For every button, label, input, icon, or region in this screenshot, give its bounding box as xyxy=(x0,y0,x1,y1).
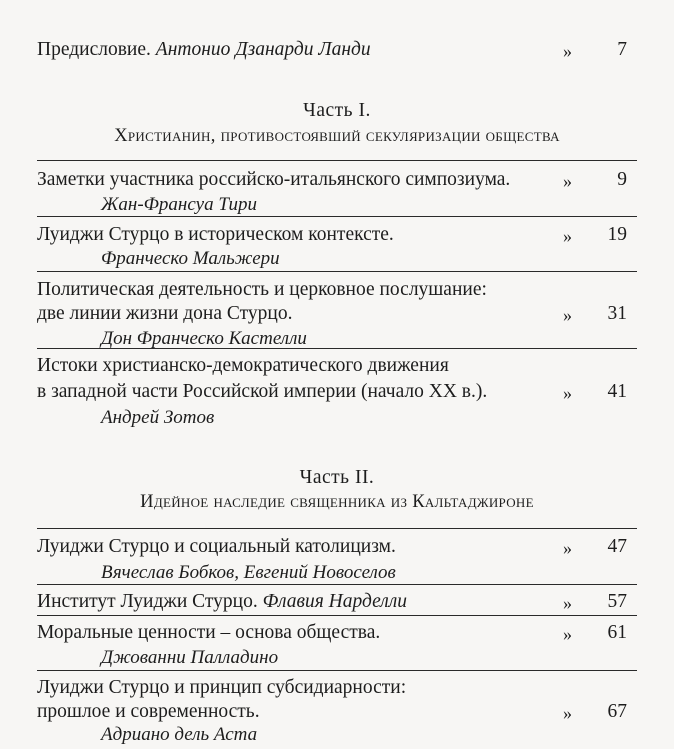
part-heading: Часть II. xyxy=(299,467,375,488)
entry-divider xyxy=(37,348,637,349)
part-heading: Часть I. xyxy=(303,100,371,121)
preface-title: Предисловие. xyxy=(37,39,151,60)
page-number: 57 xyxy=(607,591,627,612)
entry-divider xyxy=(37,160,637,161)
page-number: 47 xyxy=(607,536,627,557)
entry-divider xyxy=(37,615,637,616)
entry-author: Вячеслав Бобков, Евгений Новоселов xyxy=(101,562,396,583)
entry-line: Политическая деятельность и церковное послушание: xyxy=(37,279,487,300)
part-subtitle: Христианин, противостоявший секуляризации общества xyxy=(114,126,560,146)
preface-author: Антонио Дзанарди Ланди xyxy=(155,39,371,60)
entry-line xyxy=(37,40,371,60)
entry-author: Джованни Палладино xyxy=(101,647,279,668)
entry-line: в западной части Российской империи (начало XX в.). xyxy=(37,381,488,402)
page-number: 41 xyxy=(607,381,627,402)
entry-author: Франческо Мальжери xyxy=(101,248,280,269)
entry-author: Жан-Франсуа Тири xyxy=(101,194,257,215)
ditto-mark: » xyxy=(563,703,572,723)
ditto-mark: » xyxy=(563,593,572,613)
ditto-mark: » xyxy=(563,383,572,403)
entry-line: Заметки участника российско-итальянского симпозиума. xyxy=(37,169,511,190)
entry-divider xyxy=(37,584,637,585)
entry-divider xyxy=(37,271,637,272)
entry-line xyxy=(37,592,407,612)
entry-author: Андрей Зотов xyxy=(101,407,215,428)
entry-divider xyxy=(37,528,637,529)
page-number: 9 xyxy=(617,169,627,190)
ditto-mark: » xyxy=(563,624,572,644)
ditto-mark: » xyxy=(563,171,572,191)
page-number: 19 xyxy=(607,224,627,245)
entry-line: Истоки христианско-демократического движения xyxy=(37,355,449,376)
page-number: 67 xyxy=(607,701,627,722)
page-number: 31 xyxy=(607,303,627,324)
ditto-mark: » xyxy=(563,41,572,61)
ditto-mark: » xyxy=(563,226,572,246)
entry-line: Луиджи Стурцо в историческом контексте. xyxy=(37,224,394,245)
entry-divider xyxy=(37,216,637,217)
part-subtitle: Идейное наследие священника из Кальтаджироне xyxy=(140,492,534,512)
page-number: 61 xyxy=(607,622,627,643)
entry-divider xyxy=(37,670,637,671)
entry-line: Моральные ценности – основа общества. xyxy=(37,622,381,643)
ditto-mark: » xyxy=(563,305,572,325)
entry-author: Дон Франческо Кастелли xyxy=(101,328,307,349)
entry-author: Адриано дель Аста xyxy=(101,724,258,745)
ditto-mark: » xyxy=(563,538,572,558)
page-number: 7 xyxy=(617,39,627,60)
entry-line: прошлое и современность. xyxy=(37,701,260,722)
entry-title: Институт Луиджи Стурцо. xyxy=(37,591,258,612)
entry-author: Флавия Нарделли xyxy=(262,591,408,612)
entry-line: две линии жизни дона Стурцо. xyxy=(37,303,293,324)
entry-line: Луиджи Стурцо и принцип субсидиарности: xyxy=(37,677,407,698)
entry-line: Луиджи Стурцо и социальный католицизм. xyxy=(37,536,396,557)
